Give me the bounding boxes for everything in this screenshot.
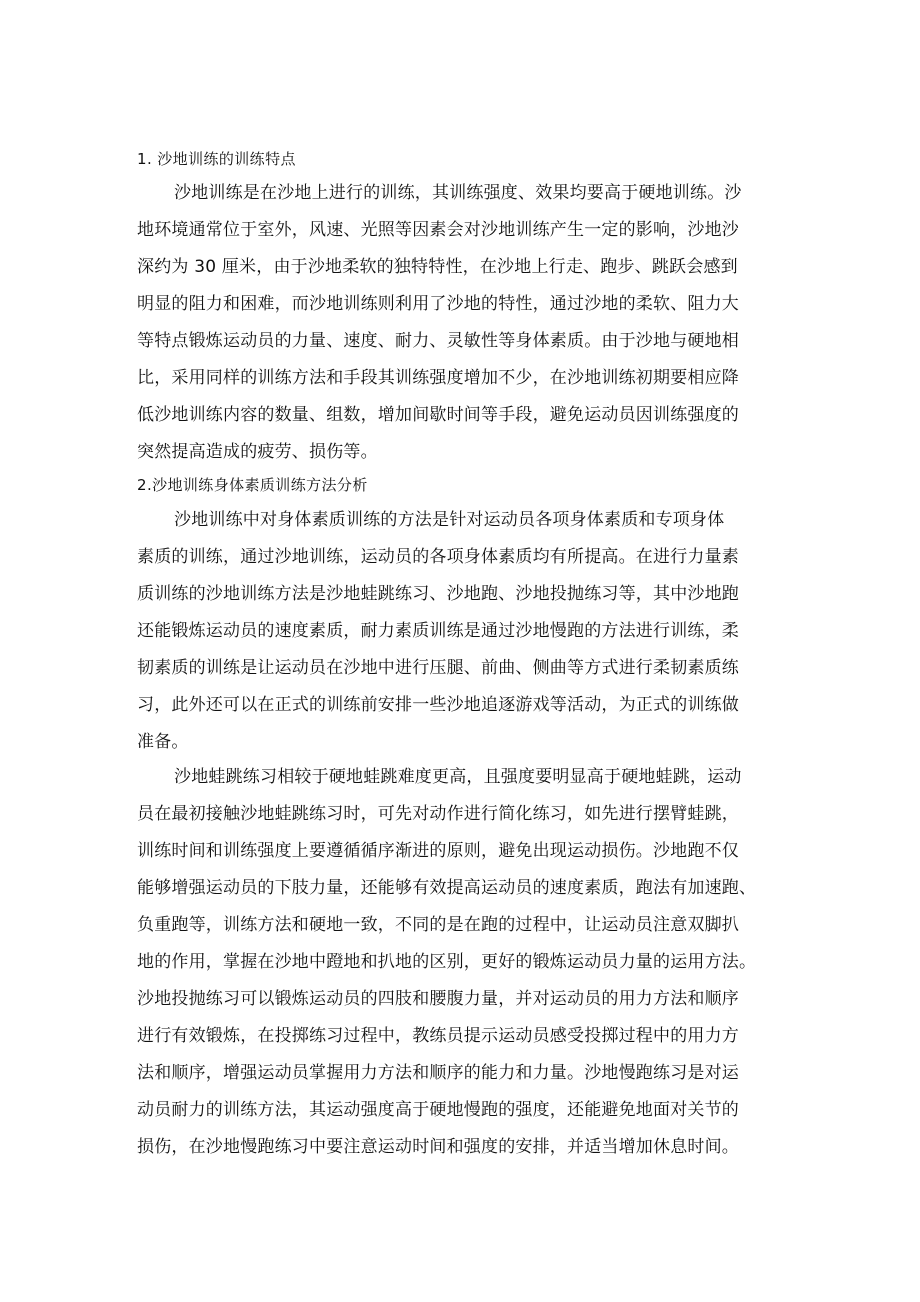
section-2-paragraph-2-line: 法和顺序，增强运动员掌握用力方法和顺序的能力和力量。沙地慢跑练习是对运 [137, 1063, 739, 1083]
section-1-text-line: 比，采用同样的训练方法和手段其训练强度增加不少，在沙地训练初期要相应降 [137, 368, 739, 388]
section-2-paragraph-2-line: 能够增强运动员的下肢力量，还能够有效提高运动员的速度素质，跑法有加速跑、 [137, 878, 757, 898]
section-1-text-line: 地环境通常位于室外，风速、光照等因素会对沙地训练产生一定的影响，沙地沙 [137, 220, 739, 240]
section-2-paragraph-1-line: 质训练的沙地训练方法是沙地蛙跳练习、沙地跑、沙地投抛练习等，其中沙地跑 [137, 584, 739, 604]
section-2-paragraph-2-line: 进行有效锻炼，在投掷练习过程中，教练员提示运动员感受投掷过程中的用力方 [137, 1026, 739, 1046]
section-1-text-line: 沙地训练是在沙地上进行的训练，其训练强度、效果均要高于硬地训练。沙 [174, 183, 742, 203]
section-1-text-line: 突然提高造成的疲劳、损伤等。 [137, 442, 378, 462]
section-2-paragraph-1-line: 还能锻炼运动员的速度素质，耐力素质训练是通过沙地慢跑的方法进行训练，柔 [137, 621, 739, 641]
section-2-paragraph-1-line: 素质的训练，通过沙地训练，运动员的各项身体素质均有所提高。在进行力量素 [137, 547, 739, 567]
section-2-paragraph-2-line: 员在最初接触沙地蛙跳练习时，可先对动作进行简化练习，如先进行摆臂蛙跳， [137, 804, 739, 824]
section-1-text-line: 深约为 30 厘米，由于沙地柔软的独特特性，在沙地上行走、跑步、跳跃会感到 [137, 257, 738, 277]
section-2-paragraph-2-line: 动员耐力的训练方法，其运动强度高于硬地慢跑的强度，还能避免地面对关节的 [137, 1100, 739, 1120]
section-2-paragraph-1-line: 准备。 [137, 732, 189, 752]
section-1-text-line: 低沙地训练内容的数量、组数，增加间歇时间等手段，避免运动员因训练强度的 [137, 405, 739, 425]
section-1-text-line: 明显的阻力和困难，而沙地训练则利用了沙地的特性，通过沙地的柔软、阻力大 [137, 294, 739, 314]
section-2-paragraph-2-line: 沙地投抛练习可以锻炼运动员的四肢和腰腹力量，并对运动员的用力方法和顺序 [137, 989, 739, 1009]
section-2-paragraph-2-line: 沙地蛙跳练习相较于硬地蛙跳难度更高，且强度要明显高于硬地蛙跳，运动 [174, 767, 742, 787]
section-2-heading: 2.沙地训练身体素质训练方法分析 [137, 476, 368, 494]
section-2-paragraph-2-line: 损伤，在沙地慢跑练习中要注意运动时间和强度的安排，并适当增加休息时间。 [137, 1137, 739, 1157]
section-1-heading: 1. 沙地训练的训练特点 [137, 150, 296, 168]
section-2-paragraph-2-line: 负重跑等，训练方法和硬地一致，不同的是在跑的过程中，让运动员注意双脚扒 [137, 915, 739, 935]
section-2-paragraph-1-line: 沙地训练中对身体素质训练的方法是针对运动员各项身体素质和专项身体 [174, 510, 725, 530]
section-1-text-line: 等特点锻炼运动员的力量、速度、耐力、灵敏性等身体素质。由于沙地与硬地相 [137, 331, 739, 351]
section-2-paragraph-2-line: 训练时间和训练强度上要遵循循序渐进的原则，避免出现运动损伤。沙地跑不仅 [137, 841, 739, 861]
section-2-paragraph-2-line: 地的作用，掌握在沙地中蹬地和扒地的区别，更好的锻炼运动员力量的运用方法。 [137, 952, 757, 972]
section-2-paragraph-1-line: 习，此外还可以在正式的训练前安排一些沙地追逐游戏等活动，为正式的训练做 [137, 695, 739, 715]
section-2-paragraph-1-line: 韧素质的训练是让运动员在沙地中进行压腿、前曲、侧曲等方式进行柔韧素质练 [137, 658, 739, 678]
